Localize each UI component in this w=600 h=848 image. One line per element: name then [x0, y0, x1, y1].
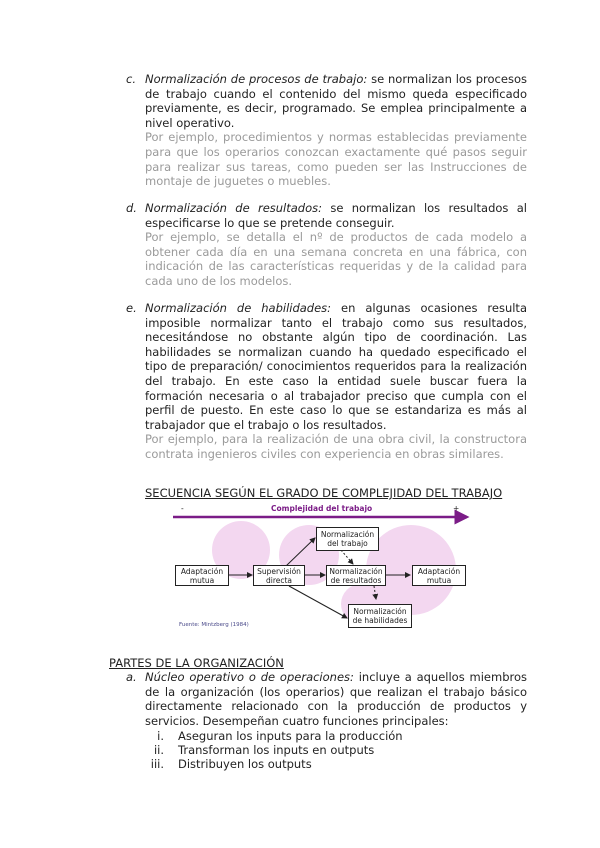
item-d-text: se normalizan los resultados al especificarse lo que se pretende conseguir.	[145, 201, 527, 230]
item-a	[145, 670, 527, 728]
item-d-example: Por ejemplo, se detalla el nº de productos de cada modelo a obtener cada día en una semana concreta en una fábrica, con indicación de las características requeridas y de la calidad para cada uno de los modelos.	[145, 230, 527, 288]
item-d-term: Normalización de resultados:	[145, 201, 323, 215]
partes-title: PARTES DE LA ORGANIZACIÓN	[109, 656, 284, 670]
item-c-example: Por ejemplo, procedimientos y normas establecidas previamente para que los operarios conozcan exactamente qué pasos seguir para realizar sus tareas, como pueden ser las Instrucciones de montaje de juguetes o muebles.	[145, 130, 527, 189]
box-normalizacion-resultados: Normalización de resultados	[326, 565, 386, 586]
item-e	[145, 301, 527, 462]
function-num-1: i.	[157, 729, 164, 743]
axis-label: Complejidad del trabajo	[271, 504, 373, 513]
item-c-term: Normalización de procesos de trabajo:	[145, 72, 368, 86]
box-normalizacion-habilidades: Normalización de habilidades	[348, 604, 412, 628]
box-adaptacion-mutua-2: Adaptación mutua	[412, 565, 466, 586]
arrow-superv-to-habil	[289, 586, 347, 618]
diagram-source: Fuente: Mintzberg (1984)	[179, 622, 249, 628]
function-num-2: ii.	[153, 743, 164, 757]
complexity-diagram	[171, 500, 473, 635]
arrow-trabajo-to-result	[341, 550, 353, 564]
item-d	[145, 201, 527, 289]
item-a-text: incluye a aquellos miembros de la organización (los operarios) que realizan el trabajo básico directamente relacionado con la producción de productos y servicios. Desempeñan cuatro funciones principales:	[145, 670, 527, 728]
function-num-3: iii.	[150, 757, 164, 771]
item-d-marker: d.	[126, 201, 137, 215]
item-c-text: se normalizan los procesos de trabajo cuando el contenido del mismo queda especificado previamente, es decir, programado. Se emplea principalmente a nivel operativo.	[145, 72, 527, 130]
box-normalizacion-trabajo: Normalización del trabajo	[316, 527, 379, 551]
box-supervision-directa: Supervisión directa	[253, 565, 305, 586]
box-adaptacion-mutua-1: Adaptación mutua	[175, 565, 229, 586]
axis-minus: -	[181, 504, 184, 513]
item-c	[145, 72, 527, 189]
axis-plus: +	[453, 504, 460, 513]
function-text-2: Transforman los inputs en outputs	[178, 743, 375, 757]
item-c-marker: c.	[126, 72, 136, 86]
item-a-marker: a.	[126, 670, 137, 684]
function-text-1: Aseguran los inputs para la producción	[178, 729, 403, 743]
item-e-marker: e.	[126, 301, 137, 315]
item-e-text: en algunas ocasiones resulta imposible normalizar tanto el trabajo como sus resultados, necesitándose no obstante algún tipo de coordinación. Las habilidades se normalizan cuando ha quedado especificado el tipo de preparación/ conocimientos requeridos para la realización del trabajo. En este caso la entidad suele buscar fuera la formación necesaria o al trabajador preciso que cumpla con el perfil de puesto. En este caso lo que se estandariza es más al trabajador que el trabajo o los resultados.	[145, 301, 527, 432]
function-text-3: Distribuyen los outputs	[178, 757, 312, 771]
item-e-example: Por ejemplo, para la realización de una obra civil, la constructora contrata ingenieros civiles con experiencia en obras similares.	[145, 432, 527, 461]
diagram-title: SECUENCIA SEGÚN EL GRADO DE COMPLEJIDAD DEL TRABAJO	[145, 486, 503, 500]
item-e-term: Normalización de habilidades:	[145, 301, 332, 315]
item-a-term: Núcleo operativo o de operaciones:	[145, 670, 354, 684]
